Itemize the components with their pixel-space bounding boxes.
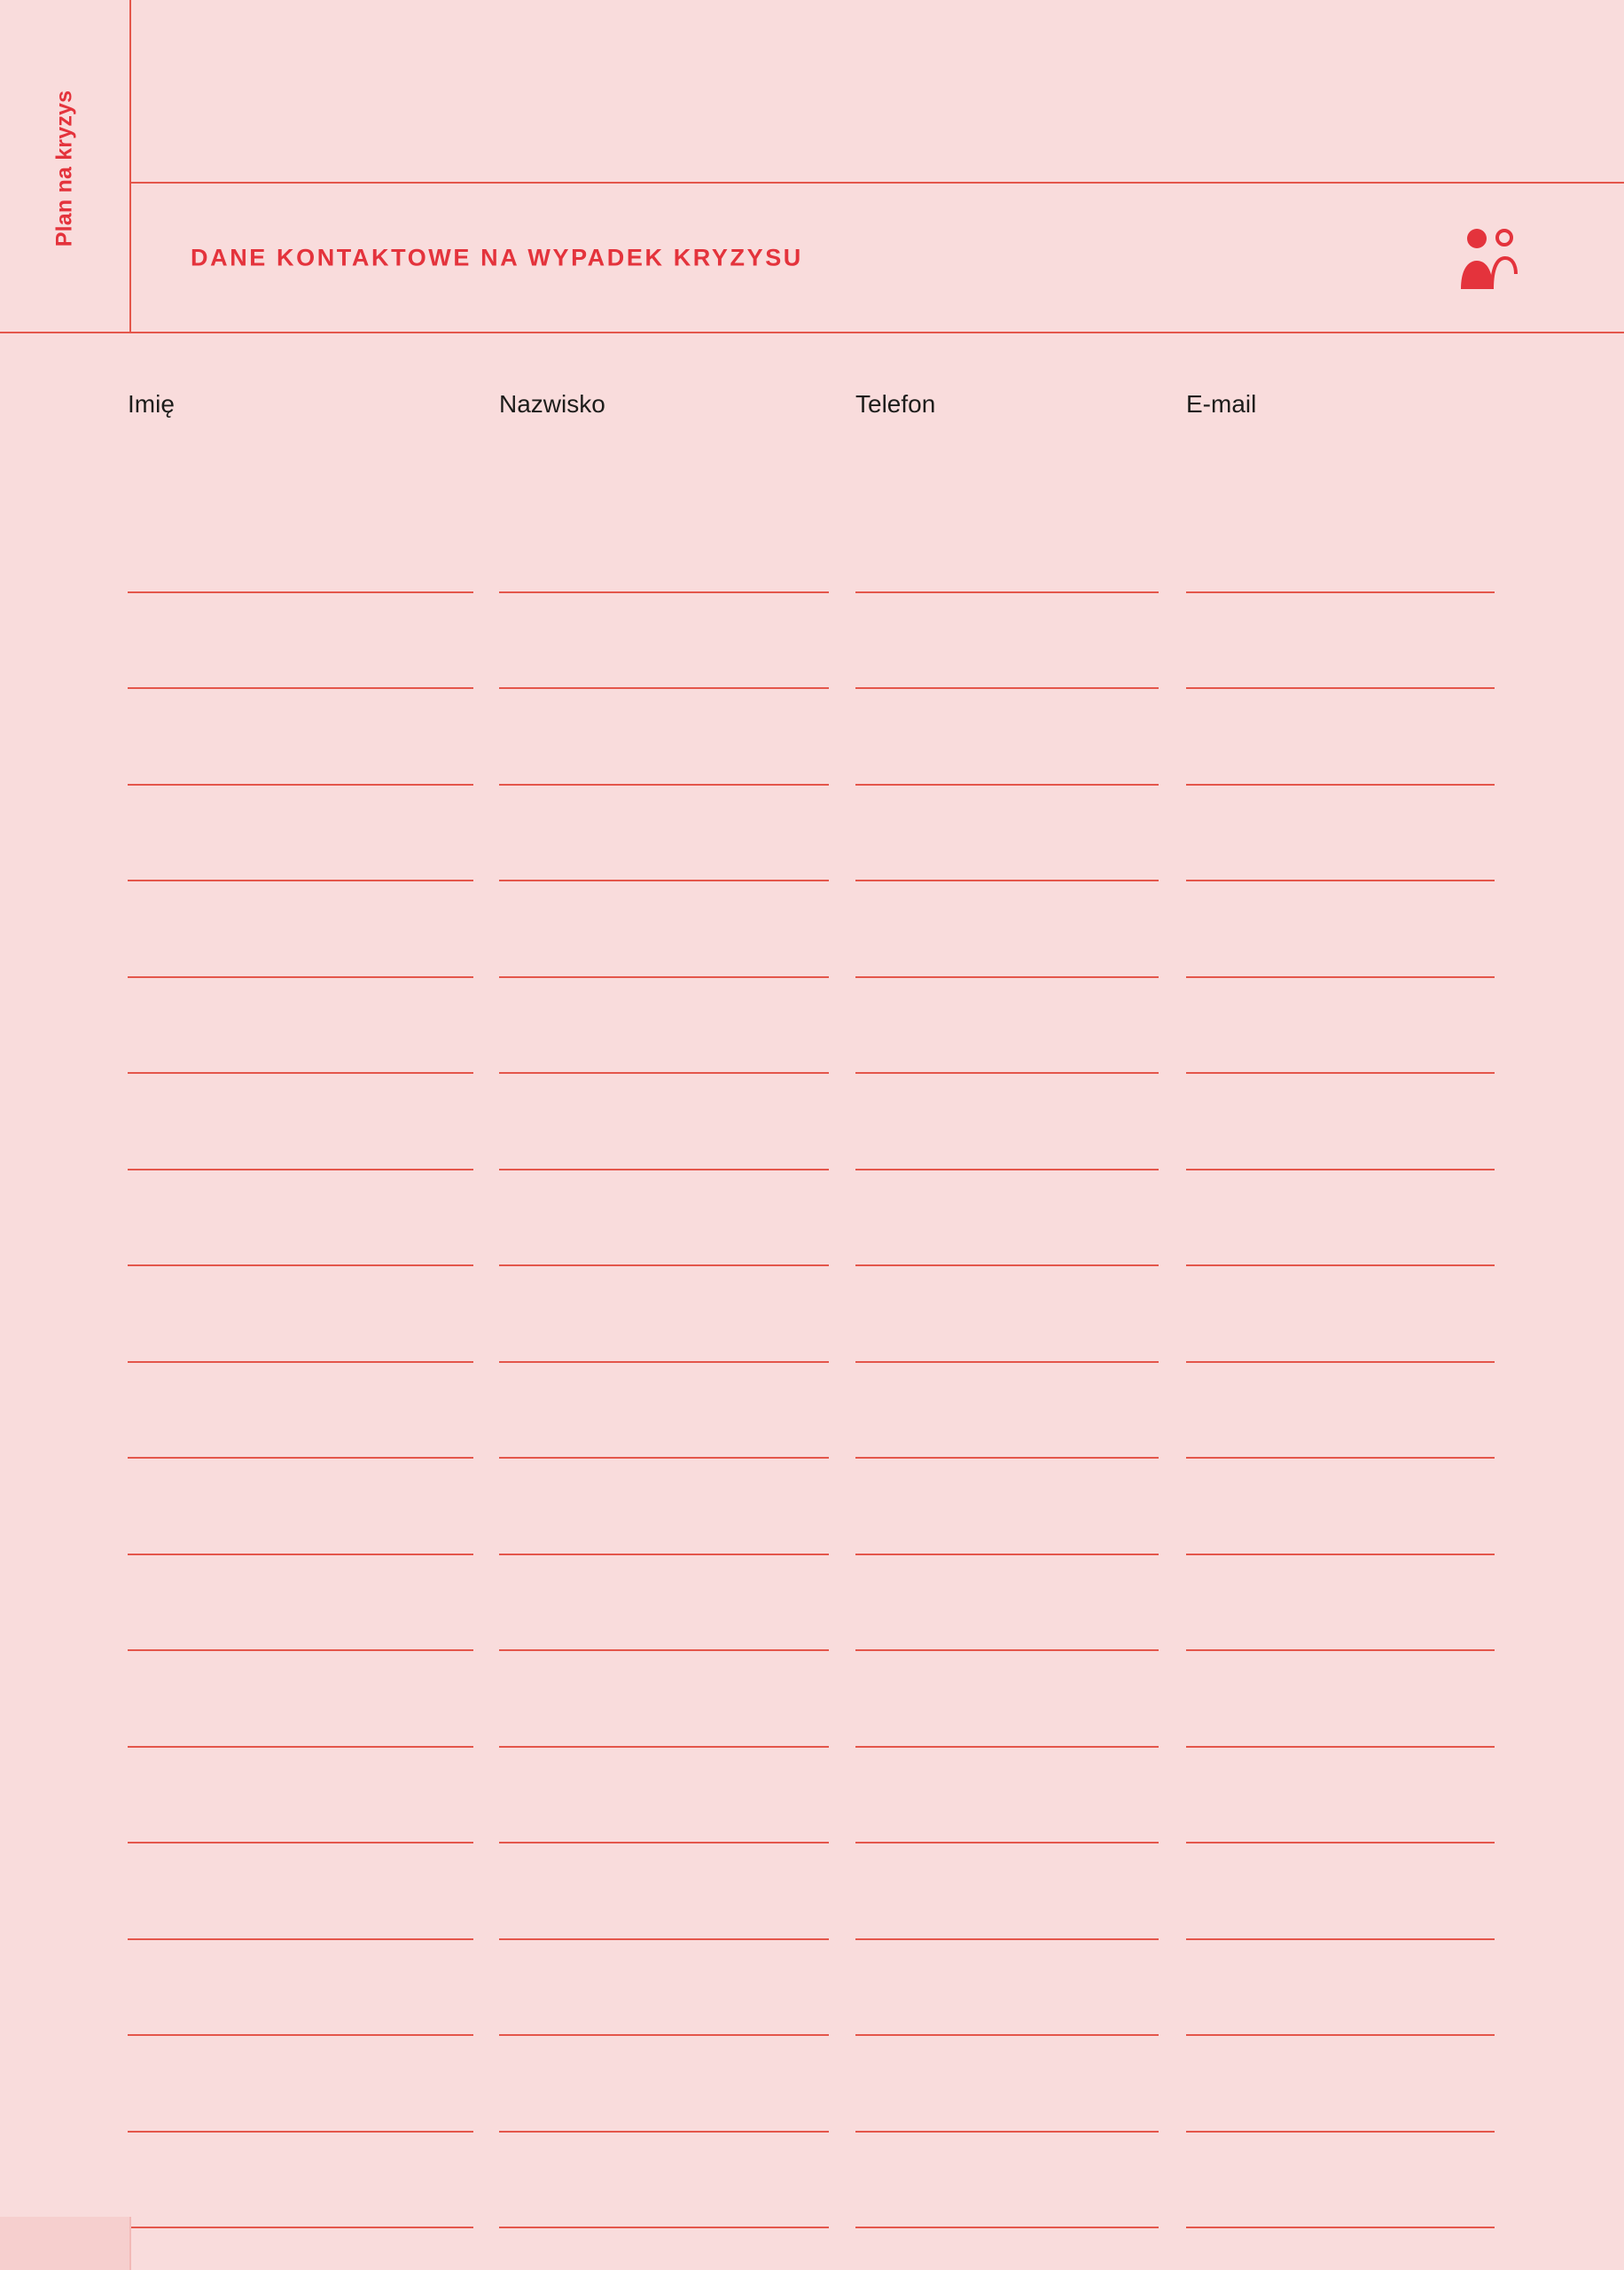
bottom-divider — [0, 332, 1624, 333]
column-header-telefon: Telefon — [855, 390, 936, 418]
page-corner-rule — [129, 2217, 131, 2270]
table-row — [0, 1459, 1624, 1555]
table-row — [0, 689, 1624, 786]
table-row — [0, 497, 1624, 593]
table-row — [0, 593, 1624, 690]
table-row — [0, 2036, 1624, 2133]
column-header-imie: Imię — [128, 390, 175, 418]
table-row — [0, 1074, 1624, 1170]
page-corner-mark — [0, 2217, 129, 2270]
table-header-row — [0, 390, 1624, 434]
table-row — [0, 1363, 1624, 1460]
write-in-line-imie[interactable] — [128, 2227, 473, 2228]
table-row — [0, 2133, 1624, 2229]
section-header-band — [129, 184, 1624, 332]
table-row — [0, 881, 1624, 978]
write-in-line-telefon[interactable] — [855, 2227, 1159, 2228]
side-tab-label: Plan na kryzys — [51, 90, 77, 247]
column-header-email: E-mail — [1186, 390, 1257, 418]
table-row — [0, 1940, 1624, 2037]
side-tab — [0, 0, 129, 333]
page-title: DANE KONTAKTOWE NA WYPADEK KRYZYSU — [191, 244, 803, 270]
write-in-line-nazwisko[interactable] — [499, 2227, 829, 2228]
table-row — [0, 1555, 1624, 1652]
table-row — [0, 1651, 1624, 1748]
table-row — [0, 1266, 1624, 1363]
table-row — [0, 1748, 1624, 1844]
column-header-nazwisko: Nazwisko — [499, 390, 605, 418]
table-row — [0, 978, 1624, 1075]
table-row — [0, 786, 1624, 882]
write-in-line-email[interactable] — [1186, 2227, 1495, 2228]
table-row — [0, 1843, 1624, 1940]
table-row — [0, 1170, 1624, 1267]
two-people-icon — [1456, 227, 1519, 289]
contacts-table-body — [0, 497, 1624, 2228]
